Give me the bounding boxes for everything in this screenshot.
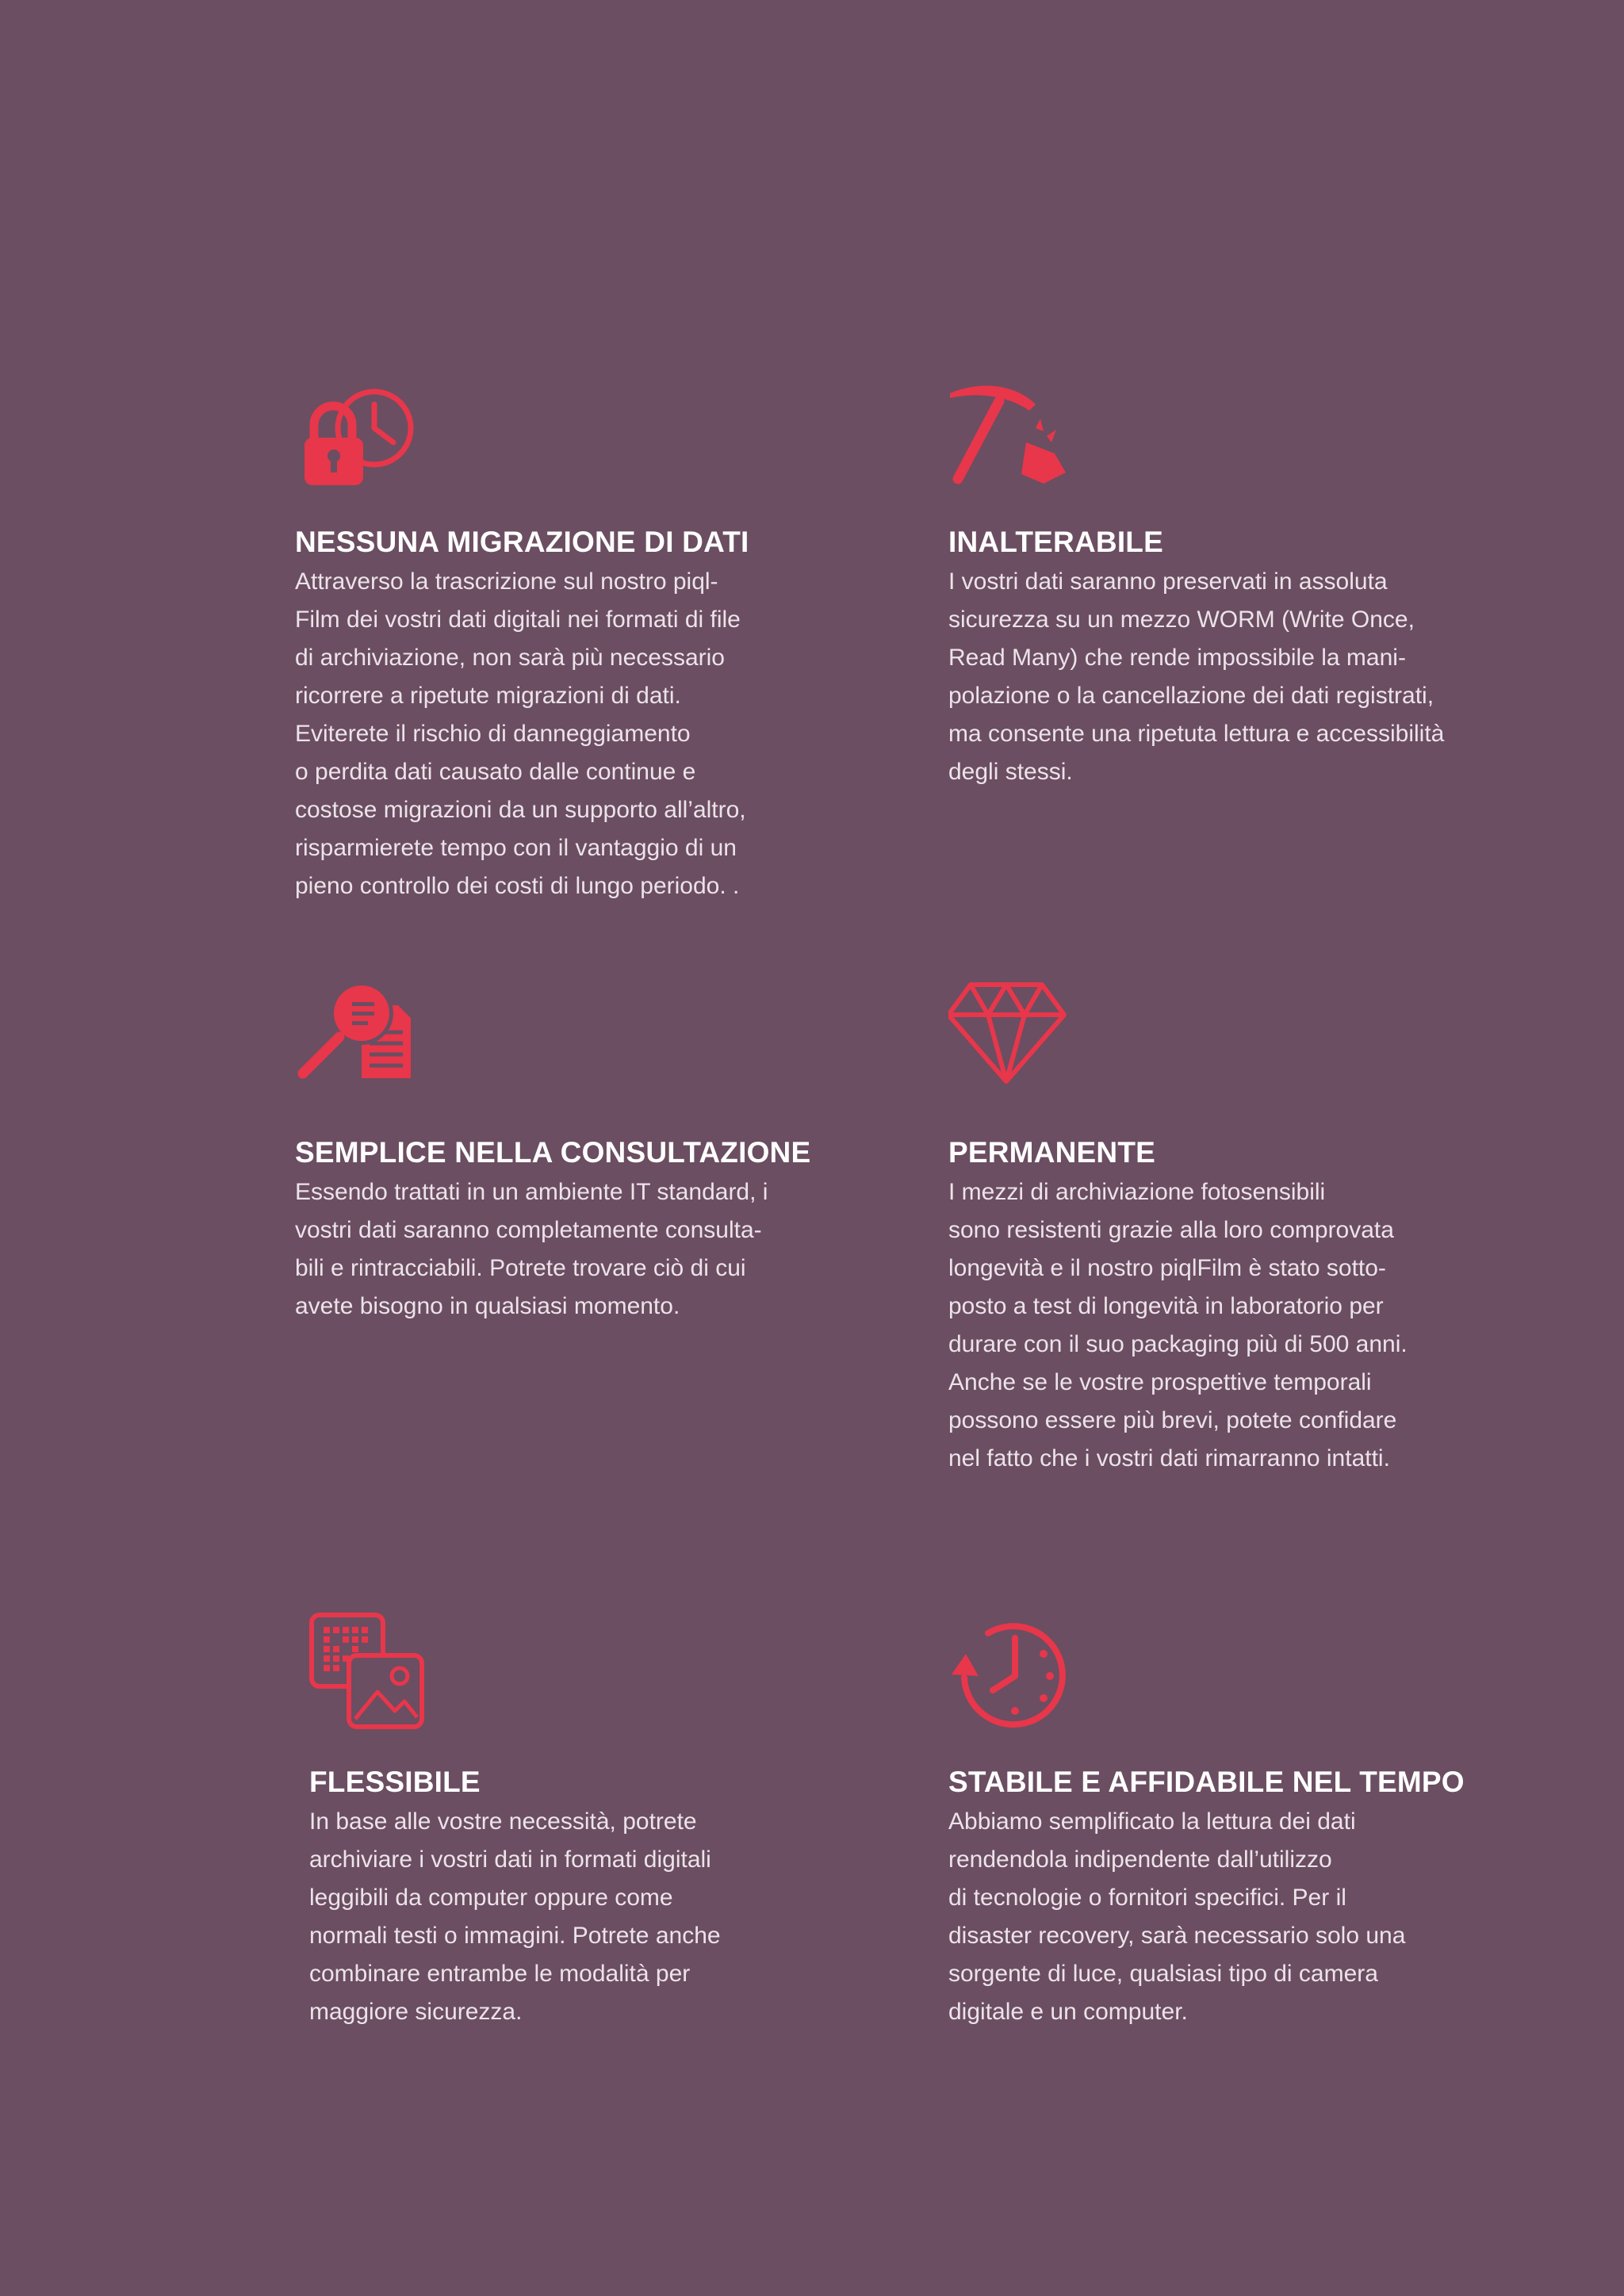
magnifier-document-icon xyxy=(295,982,422,1085)
feature-description: Essendo trattati in un ambiente IT standard, i vostri dati saranno completamente consulta- bili e rintracciabili. Potrete trovare ciò di cui avete bisogno in qualsiasi momento. xyxy=(295,1179,768,1319)
lock-clock-icon xyxy=(295,384,422,487)
feature-description: Attraverso la trascrizione sul nostro piql- Film dei vostri dati digitali nei formati di file di archiviazione, non sarà più necessario ricorrere a ripetute migrazioni di dati. Eviterete il rischio di danneggiamento o perdita dati causato dalle continue e costose migrazioni da un supporto all’altro, risparmierete tempo con il vantaggio di un pieno controllo dei costi di lungo periodo. . xyxy=(295,568,746,899)
feature-description: In base alle vostre necessità, potrete archiviare i vostri dati in formati digitali leggibili da computer oppure come normali testi o immagini. Potrete anche combinare entrambe le modalità per maggiore sicurezza. xyxy=(309,1808,721,2025)
feature-title: INALTERABILE xyxy=(948,526,1163,558)
diamond-icon xyxy=(948,982,1075,1085)
feature-description: Abbiamo semplificato la lettura dei dati rendendola indipendente dall’utilizzo di tecnologie o fornitori specifici. Per il disaster recovery, sarà necessario solo una sorgente di luce, qualsiasi tipo di camera digitale e un computer. xyxy=(948,1808,1406,2025)
feature-title: NESSUNA MIGRAZIONE DI DATI xyxy=(295,526,749,558)
clock-history-icon xyxy=(948,1613,1075,1716)
data-image-frames-icon xyxy=(309,1613,436,1716)
feature-title: PERMANENTE xyxy=(948,1136,1156,1169)
pickaxe-rock-icon xyxy=(948,384,1075,487)
feature-title: SEMPLICE NELLA CONSULTAZIONE xyxy=(295,1136,811,1169)
feature-description: I mezzi di archiviazione fotosensibili sono resistenti grazie alla loro comprovata longevità e il nostro piqlFilm è stato sotto- posto a test di longevità in laboratorio per durare con il suo packaging più di 500 anni. Anche se le vostre prospettive temporali possono essere più brevi, potete confidare nel fatto che i vostri dati rimarranno intatti. xyxy=(948,1179,1408,1471)
feature-description: I vostri dati saranno preservati in assoluta sicurezza su un mezzo WORM (Write Once, Read Many) che rende impossibile la mani- polazione o la cancellazione dei dati registrati, ma consente una ripetuta lettura e accessibilità degli stessi. xyxy=(948,568,1445,785)
feature-title: STABILE E AFFIDABILE NEL TEMPO xyxy=(948,1766,1465,1798)
feature-title: FLESSIBILE xyxy=(309,1766,481,1798)
